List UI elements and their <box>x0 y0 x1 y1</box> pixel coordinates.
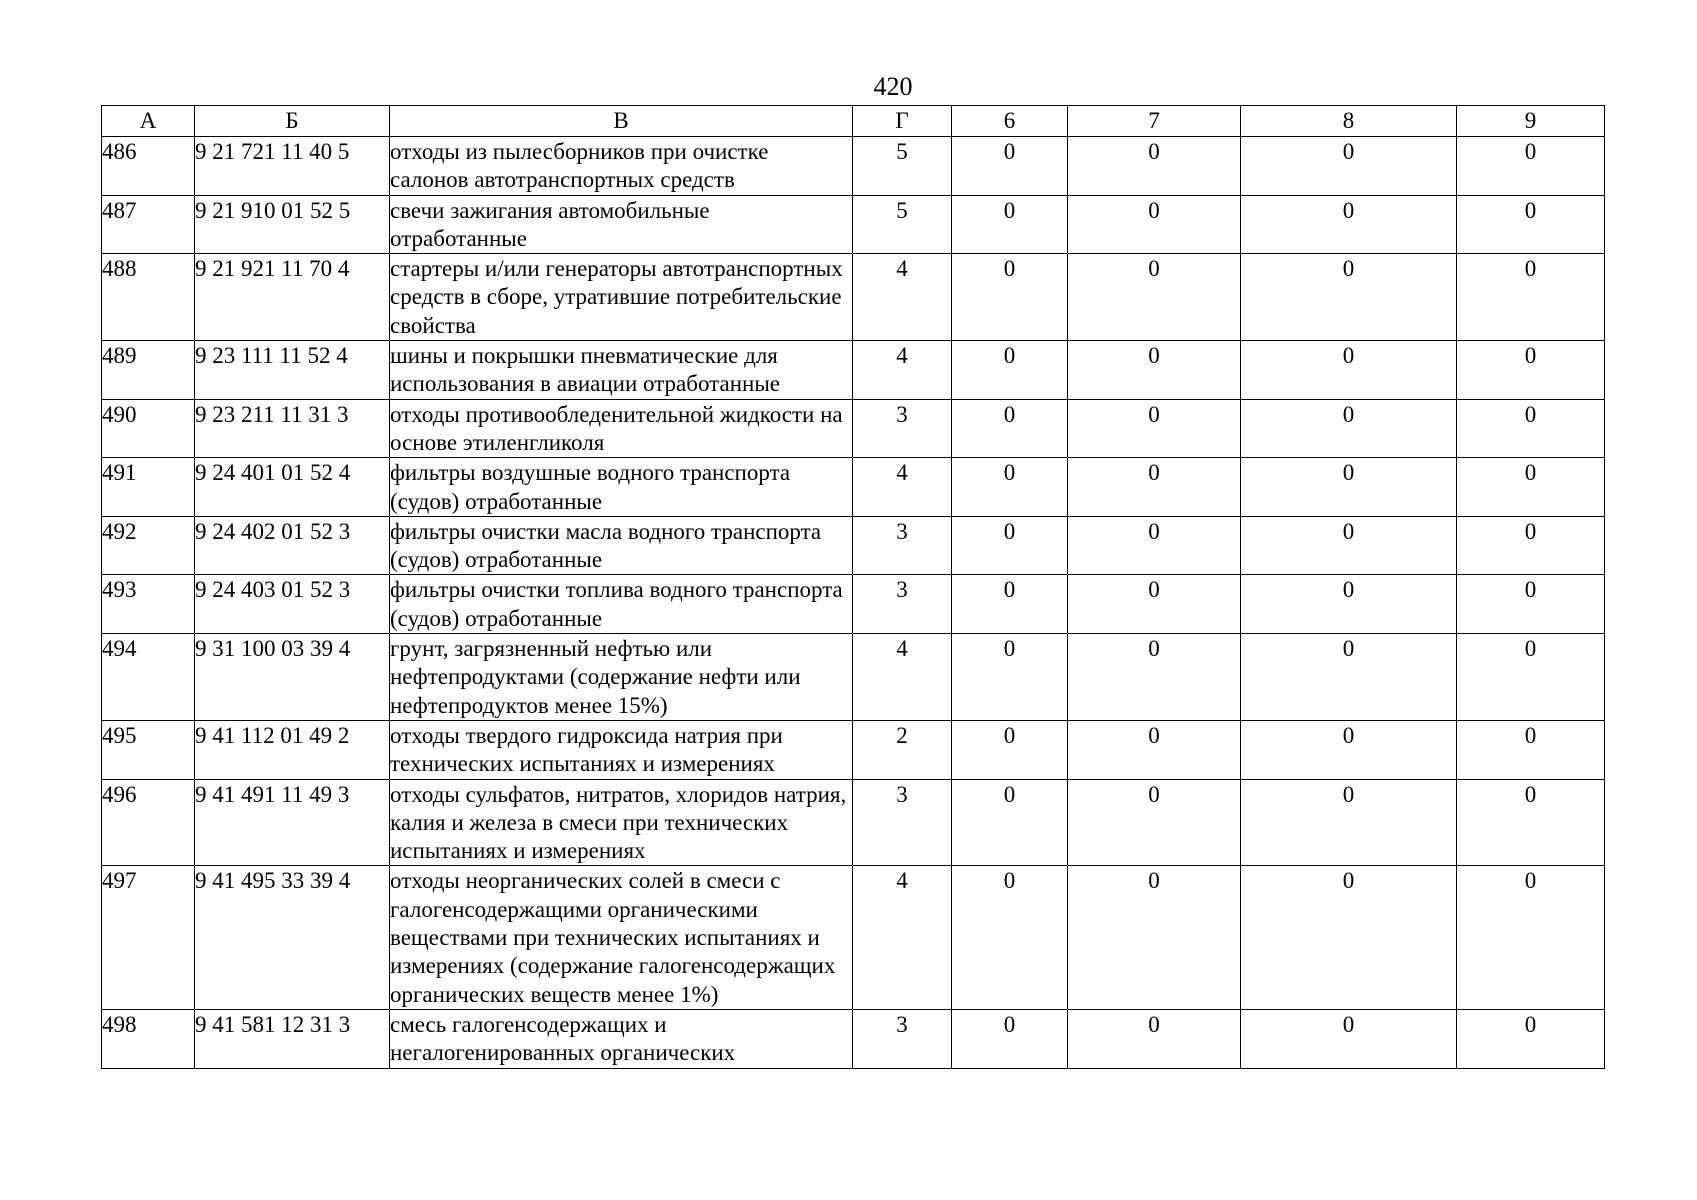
cell-col-7: 0 <box>1068 866 1241 1009</box>
cell-col-6: 0 <box>952 720 1068 779</box>
cell-hazard-class: 3 <box>853 779 952 866</box>
cell-col-6: 0 <box>952 866 1068 1009</box>
header-cell-8: 8 <box>1241 106 1457 137</box>
cell-hazard-class: 4 <box>853 634 952 721</box>
cell-code: 9 21 921 11 70 4 <box>195 254 390 341</box>
header-cell-g: Г <box>853 106 952 137</box>
cell-code: 9 41 581 12 31 3 <box>195 1009 390 1068</box>
cell-number: 489 <box>102 341 195 400</box>
cell-hazard-class: 2 <box>853 720 952 779</box>
cell-col-9: 0 <box>1457 720 1605 779</box>
table-row <box>102 779 1605 866</box>
cell-col-9: 0 <box>1457 1009 1605 1068</box>
cell-name: фильтры очистки масла водного транспорта (судов) отработанные <box>390 516 853 575</box>
cell-hazard-class: 3 <box>853 1009 952 1068</box>
cell-col-8: 0 <box>1241 399 1457 458</box>
table-row <box>102 399 1605 458</box>
cell-code: 9 23 111 11 52 4 <box>195 341 390 400</box>
cell-name: отходы сульфатов, нитратов, хлоридов натрия, калия и железа в смеси при технических испытаниях и измерениях <box>390 779 853 866</box>
cell-name: отходы противообледенительной жидкости на основе этиленгликоля <box>390 399 853 458</box>
cell-code: 9 24 402 01 52 3 <box>195 516 390 575</box>
cell-hazard-class: 5 <box>853 137 952 196</box>
cell-col-8: 0 <box>1241 458 1457 517</box>
cell-name: смесь галогенсодержащих и негалогенированных органических <box>390 1009 853 1068</box>
cell-col-6: 0 <box>952 1009 1068 1068</box>
header-cell-7: 7 <box>1068 106 1241 137</box>
cell-col-9: 0 <box>1457 137 1605 196</box>
cell-col-9: 0 <box>1457 458 1605 517</box>
cell-number: 490 <box>102 399 195 458</box>
cell-col-7: 0 <box>1068 1009 1241 1068</box>
cell-col-7: 0 <box>1068 720 1241 779</box>
cell-col-8: 0 <box>1241 1009 1457 1068</box>
cell-col-9: 0 <box>1457 575 1605 634</box>
cell-hazard-class: 4 <box>853 254 952 341</box>
header-cell-v: В <box>390 106 853 137</box>
cell-col-8: 0 <box>1241 779 1457 866</box>
table-row <box>102 634 1605 721</box>
table-row <box>102 341 1605 400</box>
cell-col-9: 0 <box>1457 195 1605 254</box>
cell-col-8: 0 <box>1241 575 1457 634</box>
cell-code: 9 31 100 03 39 4 <box>195 634 390 721</box>
cell-number: 495 <box>102 720 195 779</box>
cell-number: 494 <box>102 634 195 721</box>
cell-col-7: 0 <box>1068 254 1241 341</box>
cell-col-6: 0 <box>952 634 1068 721</box>
cell-col-6: 0 <box>952 458 1068 517</box>
cell-number: 488 <box>102 254 195 341</box>
cell-hazard-class: 4 <box>853 341 952 400</box>
table-row <box>102 254 1605 341</box>
cell-code: 9 24 401 01 52 4 <box>195 458 390 517</box>
cell-code: 9 41 495 33 39 4 <box>195 866 390 1009</box>
header-cell-b: Б <box>195 106 390 137</box>
cell-number: 498 <box>102 1009 195 1068</box>
cell-col-7: 0 <box>1068 779 1241 866</box>
cell-name: свечи зажигания автомобильные отработанные <box>390 195 853 254</box>
cell-col-8: 0 <box>1241 634 1457 721</box>
header-cell-9: 9 <box>1457 106 1605 137</box>
cell-hazard-class: 3 <box>853 516 952 575</box>
table-row <box>102 575 1605 634</box>
table-body <box>102 137 1605 1069</box>
cell-col-6: 0 <box>952 254 1068 341</box>
cell-col-6: 0 <box>952 195 1068 254</box>
cell-name: фильтры воздушные водного транспорта (судов) отработанные <box>390 458 853 517</box>
cell-col-8: 0 <box>1241 195 1457 254</box>
cell-hazard-class: 3 <box>853 399 952 458</box>
header-cell-6: 6 <box>952 106 1068 137</box>
cell-col-7: 0 <box>1068 458 1241 517</box>
cell-code: 9 41 491 11 49 3 <box>195 779 390 866</box>
header-cell-a: А <box>102 106 195 137</box>
cell-col-6: 0 <box>952 779 1068 866</box>
cell-number: 492 <box>102 516 195 575</box>
table-row <box>102 137 1605 196</box>
table-row <box>102 195 1605 254</box>
cell-col-9: 0 <box>1457 779 1605 866</box>
cell-col-6: 0 <box>952 575 1068 634</box>
table-row <box>102 720 1605 779</box>
cell-name: шины и покрышки пневматические для использования в авиации отработанные <box>390 341 853 400</box>
table-row <box>102 866 1605 1009</box>
cell-number: 486 <box>102 137 195 196</box>
cell-hazard-class: 3 <box>853 575 952 634</box>
cell-name: фильтры очистки топлива водного транспорта (судов) отработанные <box>390 575 853 634</box>
table-row <box>102 1009 1605 1068</box>
cell-name: отходы неорганических солей в смеси с галогенсодержащими органическими веществами при технических испытаниях и измерениях (содержание галогенсодержащих органических веществ менее 1%) <box>390 866 853 1009</box>
cell-col-7: 0 <box>1068 195 1241 254</box>
cell-col-8: 0 <box>1241 137 1457 196</box>
cell-col-7: 0 <box>1068 341 1241 400</box>
cell-col-9: 0 <box>1457 341 1605 400</box>
cell-col-9: 0 <box>1457 399 1605 458</box>
header-row <box>102 106 1605 137</box>
cell-col-6: 0 <box>952 516 1068 575</box>
cell-hazard-class: 4 <box>853 866 952 1009</box>
cell-name: отходы твердого гидроксида натрия при технических испытаниях и измерениях <box>390 720 853 779</box>
page-number: 420 <box>873 72 913 101</box>
table-row <box>102 516 1605 575</box>
cell-number: 493 <box>102 575 195 634</box>
cell-col-7: 0 <box>1068 634 1241 721</box>
cell-col-7: 0 <box>1068 516 1241 575</box>
table-header <box>102 106 1605 137</box>
cell-col-7: 0 <box>1068 399 1241 458</box>
cell-col-9: 0 <box>1457 254 1605 341</box>
cell-code: 9 24 403 01 52 3 <box>195 575 390 634</box>
cell-code: 9 21 721 11 40 5 <box>195 137 390 196</box>
cell-col-8: 0 <box>1241 720 1457 779</box>
cell-code: 9 23 211 11 31 3 <box>195 399 390 458</box>
cell-hazard-class: 4 <box>853 458 952 517</box>
cell-col-6: 0 <box>952 399 1068 458</box>
cell-code: 9 21 910 01 52 5 <box>195 195 390 254</box>
cell-hazard-class: 5 <box>853 195 952 254</box>
cell-col-8: 0 <box>1241 341 1457 400</box>
cell-col-8: 0 <box>1241 254 1457 341</box>
cell-col-6: 0 <box>952 341 1068 400</box>
cell-name: грунт, загрязненный нефтью или нефтепродуктами (содержание нефти или нефтепродуктов менее 15%) <box>390 634 853 721</box>
cell-col-9: 0 <box>1457 634 1605 721</box>
waste-table <box>101 105 1605 1069</box>
cell-col-7: 0 <box>1068 575 1241 634</box>
cell-name: стартеры и/или генераторы автотранспортных средств в сборе, утратившие потребительские свойства <box>390 254 853 341</box>
cell-number: 497 <box>102 866 195 1009</box>
cell-col-7: 0 <box>1068 137 1241 196</box>
cell-number: 496 <box>102 779 195 866</box>
cell-number: 491 <box>102 458 195 517</box>
cell-code: 9 41 112 01 49 2 <box>195 720 390 779</box>
cell-col-8: 0 <box>1241 866 1457 1009</box>
cell-col-6: 0 <box>952 137 1068 196</box>
cell-name: отходы из пылесборников при очистке салонов автотранспортных средств <box>390 137 853 196</box>
cell-number: 487 <box>102 195 195 254</box>
cell-col-9: 0 <box>1457 516 1605 575</box>
table-row <box>102 458 1605 517</box>
cell-col-9: 0 <box>1457 866 1605 1009</box>
cell-col-8: 0 <box>1241 516 1457 575</box>
